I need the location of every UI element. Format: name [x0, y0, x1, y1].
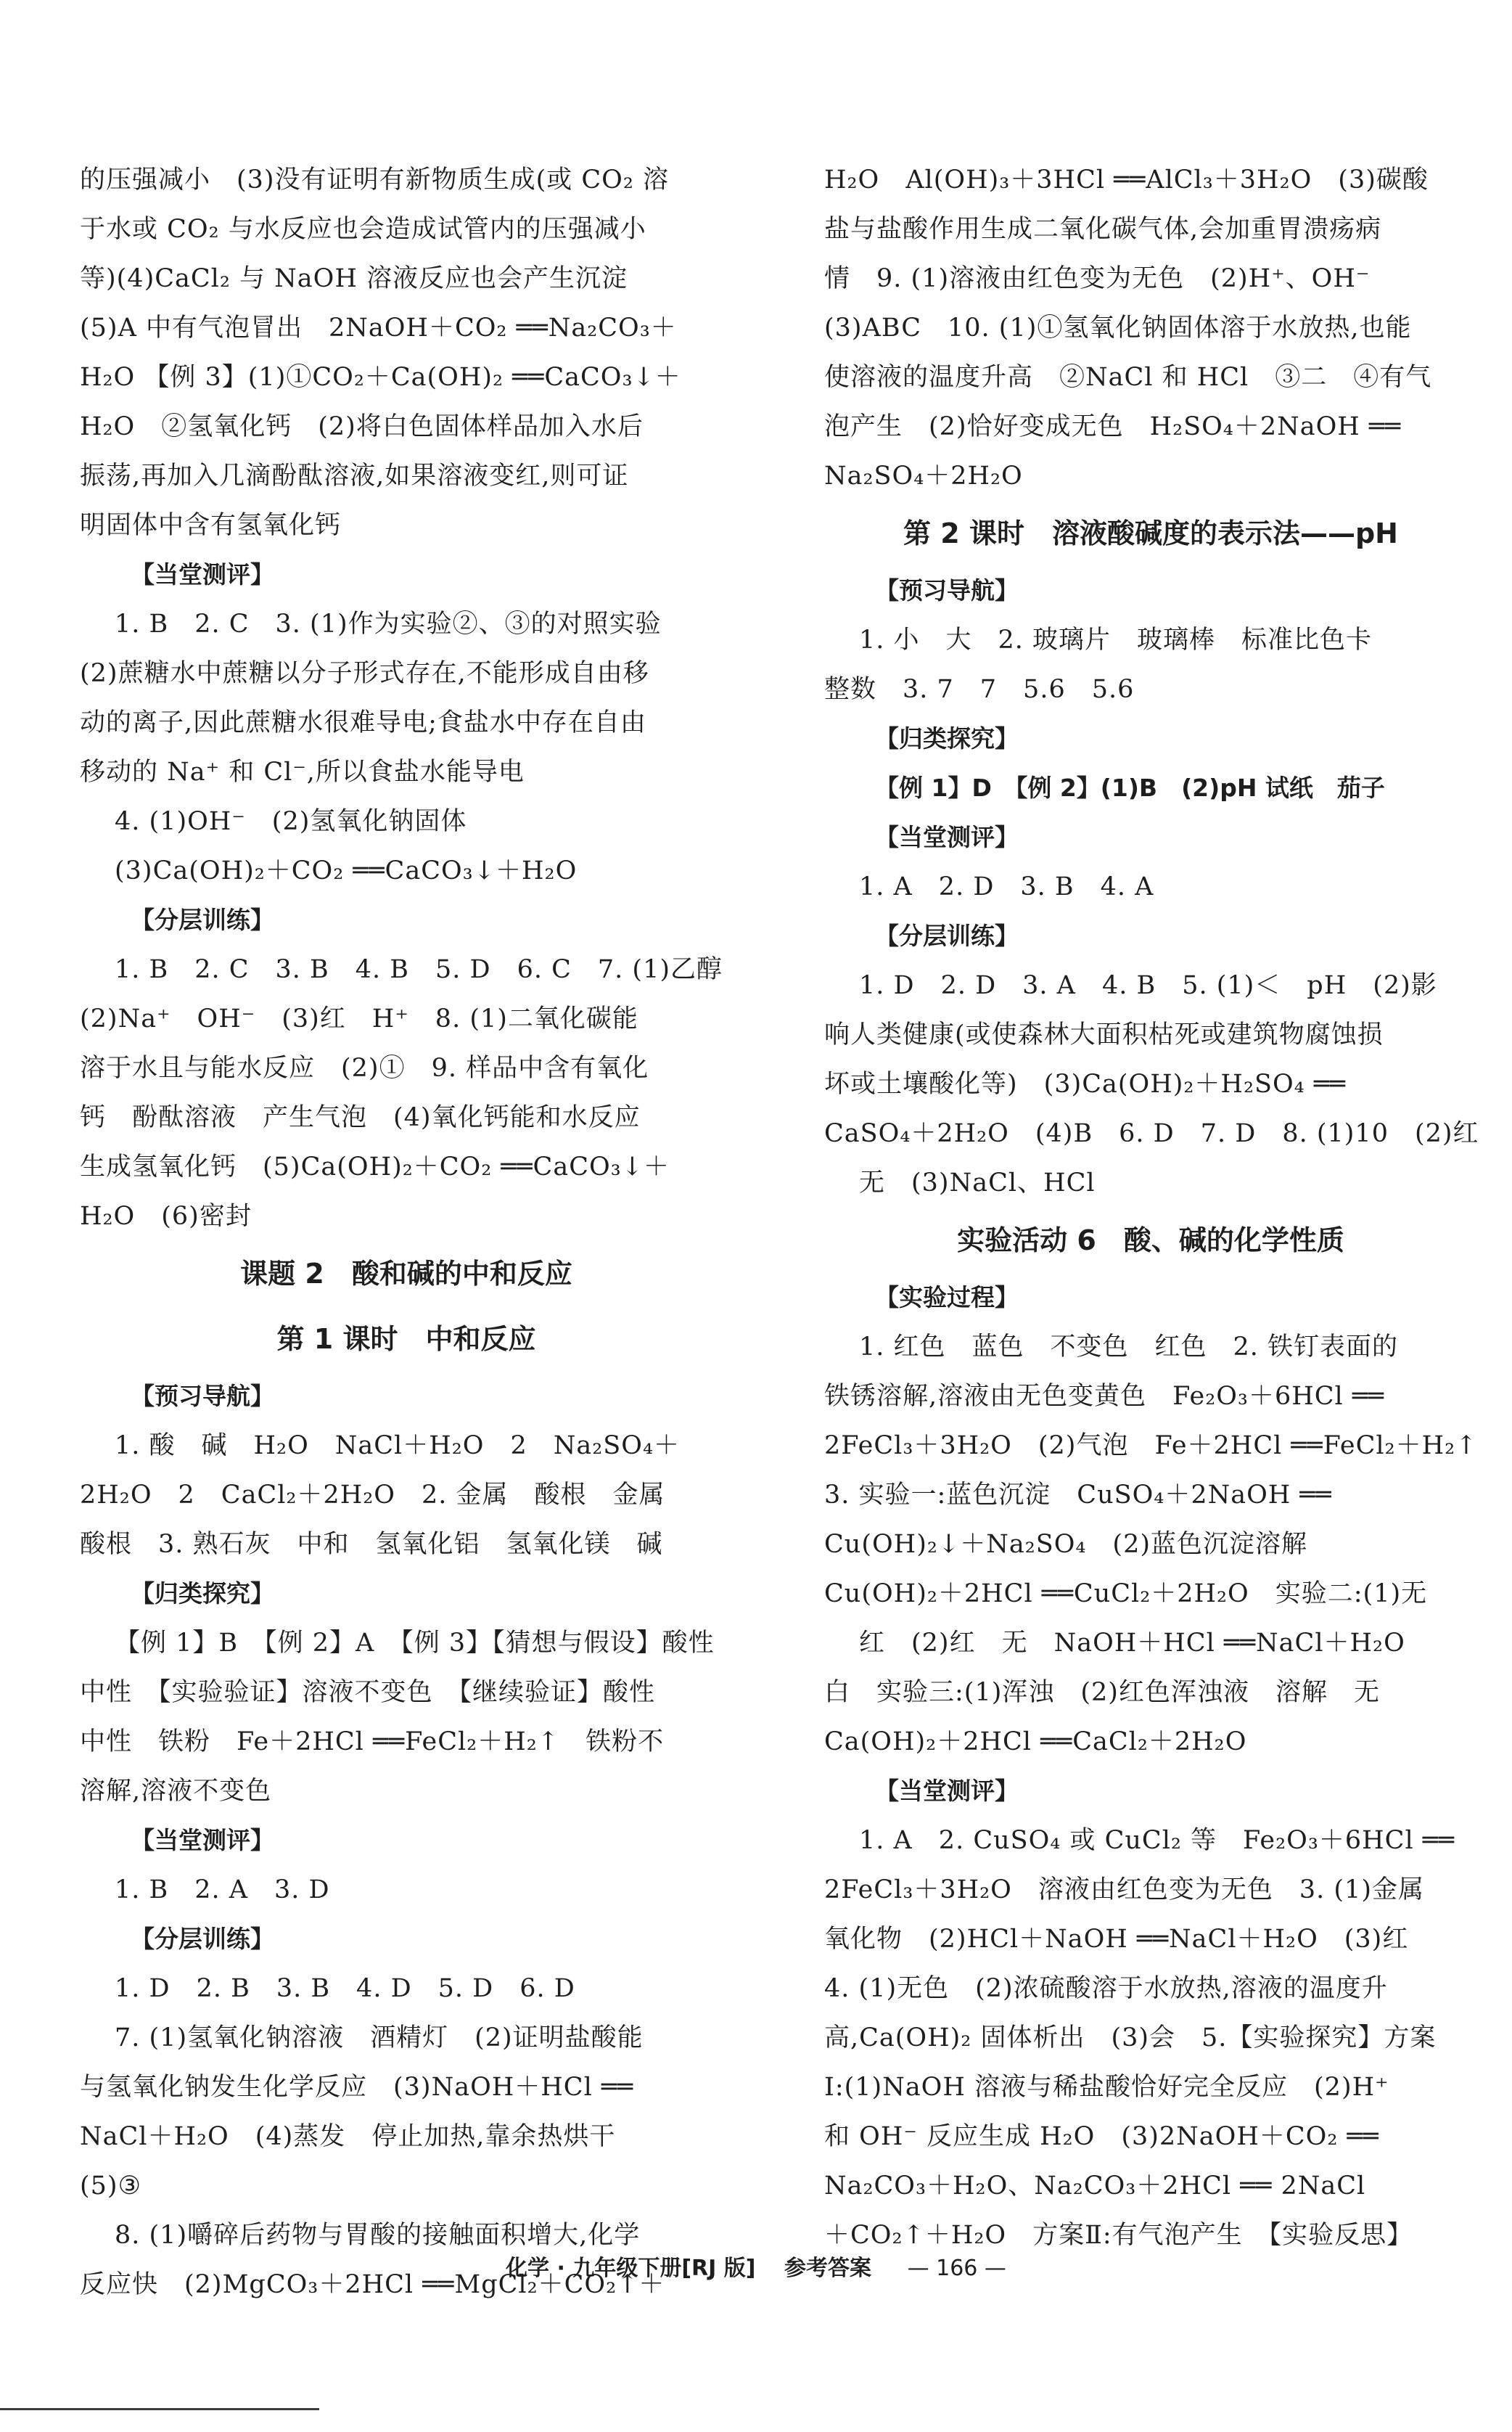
- answer-line: 氧化物 (2)HCl＋NaOH ══NaCl＋H₂O (3)红: [824, 1925, 1409, 1954]
- answer-line: 与氢氧化钠发生化学反应 (3)NaOH＋HCl ══: [80, 2073, 634, 2102]
- answer-line: 1. B 2. C 3. (1)作为实验②、③的对照实验: [115, 610, 662, 639]
- answer-line: 使溶液的温度升高 ②NaCl 和 HCl ③二 ④有气: [824, 363, 1432, 392]
- answer-line: (2)蔗糖水中蔗糖以分子形式存在,不能形成自由移: [80, 659, 649, 688]
- section-label: 【例 1】D 【例 2】(1)B (2)pH 试纸 茄子: [875, 774, 1385, 802]
- answer-line: 和 OH⁻ 反应生成 H₂O (3)2NaOH＋CO₂ ══: [824, 2122, 1379, 2151]
- answer-line: 1. A 2. CuSO₄ 或 CuCl₂ 等 Fe₂O₃＋6HCl ══: [859, 1826, 1455, 1855]
- section-label: 【分层训练】: [131, 906, 274, 934]
- answer-line: 1. 酸 碱 H₂O NaCl＋H₂O 2 Na₂SO₄＋: [115, 1431, 680, 1460]
- answer-line: 2H₂O 2 CaCl₂＋2H₂O 2. 金属 酸根 金属: [80, 1481, 665, 1510]
- answer-line: 明固体中含有氢氧化钙: [80, 511, 342, 540]
- answer-line: 中性 铁粉 Fe＋2HCl ══FeCl₂＋H₂↑ 铁粉不: [80, 1727, 665, 1756]
- answer-line: 钙 酚酞溶液 产生气泡 (4)氧化钙能和水反应: [80, 1103, 641, 1132]
- answer-line: 4. (1)OH⁻ (2)氢氧化钠固体: [115, 807, 467, 836]
- answer-line: (5)A 中有气泡冒出 2NaOH＋CO₂ ══Na₂CO₃＋: [80, 314, 677, 343]
- answer-line: 移动的 Na⁺ 和 Cl⁻,所以食盐水能导电: [80, 758, 525, 787]
- answer-line: 【例 1】B 【例 2】A 【例 3】【猜想与假设】酸性: [115, 1629, 715, 1658]
- answer-line: 盐与盐酸作用生成二氧化碳气体,会加重胃溃疡病: [824, 215, 1382, 244]
- answer-line: 于水或 CO₂ 与水反应也会造成试管内的压强减小: [80, 215, 646, 244]
- answer-line: 1. B 2. A 3. D: [115, 1875, 330, 1904]
- answer-line: 2FeCl₃＋3H₂O 溶液由红色变为无色 3. (1)金属: [824, 1875, 1424, 1904]
- answer-line: 铁锈溶解,溶液由无色变黄色 Fe₂O₃＋6HCl ══: [824, 1382, 1384, 1411]
- section-label: 【预习导航】: [875, 576, 1019, 605]
- answer-line: 中性 【实验验证】溶液不变色 【继续验证】酸性: [80, 1678, 656, 1707]
- lesson-heading: 实验活动 6 酸、碱的化学性质: [957, 1224, 1344, 1256]
- answer-line: H₂O 【例 3】(1)①CO₂＋Ca(OH)₂ ══CaCO₃↓＋: [80, 363, 681, 392]
- answer-line: 7. (1)氢氧化钠溶液 酒精灯 (2)证明盐酸能: [115, 2023, 644, 2052]
- answer-line: 酸根 3. 熟石灰 中和 氢氧化铝 氢氧化镁 碱: [80, 1530, 663, 1559]
- page-footer: [0, 2250, 1512, 2282]
- answer-line: 整数 3. 7 7 5.6 5.6: [824, 675, 1135, 704]
- answer-line: H₂O ②氢氧化钙 (2)将白色固体样品加入水后: [80, 412, 644, 441]
- footer-book-title: 化学 · 九年级下册[RJ 版]: [506, 2256, 756, 2281]
- section-label: 【归类探究】: [875, 724, 1019, 753]
- footer-section: 参考答案: [784, 2256, 872, 2281]
- answer-line: 泡产生 (2)恰好变成无色 H₂SO₄＋2NaOH ══: [824, 412, 1402, 441]
- section-label: 【分层训练】: [875, 922, 1019, 950]
- answer-line: 等)(4)CaCl₂ 与 NaOH 溶液反应也会产生沉淀: [80, 264, 628, 293]
- section-label: 【当堂测评】: [131, 1826, 274, 1854]
- answer-line: H₂O Al(OH)₃＋3HCl ══AlCl₃＋3H₂O (3)碳酸: [824, 165, 1429, 195]
- right-column: [824, 155, 1477, 2260]
- answer-line: 无 (3)NaCl、HCl: [859, 1168, 1096, 1197]
- answer-line: 1. D 2. D 3. A 4. B 5. (1)＜ pH (2)影: [859, 971, 1437, 1000]
- answer-line: 的压强减小 (3)没有证明有新物质生成(或 CO₂ 溶: [80, 165, 669, 195]
- answer-line: (2)Na⁺ OH⁻ (3)红 H⁺ 8. (1)二氧化碳能: [80, 1004, 638, 1033]
- answer-line: 溶于水且与能水反应 (2)① 9. 样品中含有氧化: [80, 1054, 649, 1083]
- answer-line: Na₂SO₄＋2H₂O: [824, 462, 1023, 491]
- answer-line: 反应快 (2)MgCO₃＋2HCl ══MgCl₂＋CO₂↑＋: [80, 2270, 665, 2299]
- section-label: 【分层训练】: [131, 1925, 274, 1953]
- lesson-heading: 第 2 课时 溶液酸碱度的表示法——pH: [903, 517, 1398, 549]
- answer-line: 3. 实验一:蓝色沉淀 CuSO₄＋2NaOH ══: [824, 1481, 1332, 1510]
- answer-line: 1. 红色 蓝色 不变色 红色 2. 铁钉表面的: [859, 1332, 1399, 1362]
- answer-line: ＋CO₂↑＋H₂O 方案Ⅱ:有气泡产生 【实验反思】: [824, 2221, 1413, 2250]
- section-label: 【归类探究】: [131, 1579, 274, 1608]
- answer-line: 1. B 2. C 3. B 4. B 5. D 6. C 7. (1)乙醇: [115, 955, 723, 984]
- answer-line: (3)ABC 10. (1)①氢氧化钠固体溶于水放热,也能: [824, 314, 1412, 343]
- section-label: 【当堂测评】: [131, 560, 274, 589]
- answer-line: 振荡,再加入几滴酚酞溶液,如果溶液变红,则可证: [80, 462, 629, 491]
- answer-line: 8. (1)嚼碎后药物与胃酸的接触面积增大,化学: [115, 2221, 641, 2250]
- answer-line: 动的离子,因此蔗糖水很难导电;食盐水中存在自由: [80, 708, 646, 737]
- answer-line: Na₂CO₃＋H₂O、Na₂CO₃＋2HCl ══ 2NaCl: [824, 2171, 1366, 2200]
- answer-line: 4. (1)无色 (2)浓硫酸溶于水放热,溶液的温度升: [824, 1974, 1388, 2003]
- answer-line: Ca(OH)₂＋2HCl ══CaCl₂＋2H₂O: [824, 1727, 1247, 1756]
- bottom-rule: [0, 2408, 319, 2410]
- answer-line: 1. 小 大 2. 玻璃片 玻璃棒 标准比色卡: [859, 626, 1373, 655]
- answer-line: 响人类健康(或使森林大面积枯死或建筑物腐蚀损: [824, 1020, 1384, 1049]
- answer-line: H₂O (6)密封: [80, 1202, 252, 1231]
- lesson-heading: 第 1 课时 中和反应: [276, 1323, 536, 1355]
- answer-line: Ⅰ:(1)NaOH 溶液与稀盐酸恰好完全反应 (2)H⁺: [824, 2073, 1389, 2102]
- answer-line: (3)Ca(OH)₂＋CO₂ ══CaCO₃↓＋H₂O: [115, 856, 578, 885]
- section-label: 【当堂测评】: [875, 823, 1019, 851]
- answer-line: Cu(OH)₂↓＋Na₂SO₄ (2)蓝色沉淀溶解: [824, 1530, 1308, 1559]
- lesson-heading: 课题 2 酸和碱的中和反应: [240, 1258, 572, 1290]
- section-label: 【当堂测评】: [875, 1777, 1019, 1805]
- section-label: 【实验过程】: [875, 1283, 1019, 1311]
- answer-line: Cu(OH)₂＋2HCl ══CuCl₂＋2H₂O 实验二:(1)无: [824, 1579, 1428, 1608]
- answer-line: 坏或土壤酸化等) (3)Ca(OH)₂＋H₂SO₄ ══: [824, 1070, 1346, 1099]
- answer-line: 溶解,溶液不变色: [80, 1777, 272, 1806]
- answer-line: CaSO₄＋2H₂O (4)B 6. D 7. D 8. (1)10 (2)红: [824, 1119, 1479, 1148]
- answer-line: (5)③: [80, 2171, 141, 2200]
- page-number: — 166 —: [907, 2256, 1006, 2281]
- section-label: 【预习导航】: [131, 1382, 274, 1410]
- answer-line: 生成氢氧化钙 (5)Ca(OH)₂＋CO₂ ══CaCO₃↓＋: [80, 1152, 670, 1182]
- answer-line: 2FeCl₃＋3H₂O (2)气泡 Fe＋2HCl ══FeCl₂＋H₂↑: [824, 1431, 1478, 1460]
- answer-line: 白 实验三:(1)浑浊 (2)红色浑浊液 溶解 无: [824, 1678, 1380, 1707]
- answer-line: 红 (2)红 无 NaOH＋HCl ══NaCl＋H₂O: [859, 1629, 1405, 1658]
- answer-line: NaCl＋H₂O (4)蒸发 停止加热,靠余热烘干: [80, 2122, 616, 2151]
- answer-line: 情 9. (1)溶液由红色变为无色 (2)H⁺、OH⁻: [824, 264, 1371, 293]
- answer-line: 1. A 2. D 3. B 4. A: [859, 872, 1154, 901]
- answer-line: 1. D 2. B 3. B 4. D 5. D 6. D: [115, 1974, 575, 2003]
- left-column: [80, 155, 733, 2309]
- answer-line: 高,Ca(OH)₂ 固体析出 (3)会 5.【实验探究】方案: [824, 2023, 1437, 2052]
